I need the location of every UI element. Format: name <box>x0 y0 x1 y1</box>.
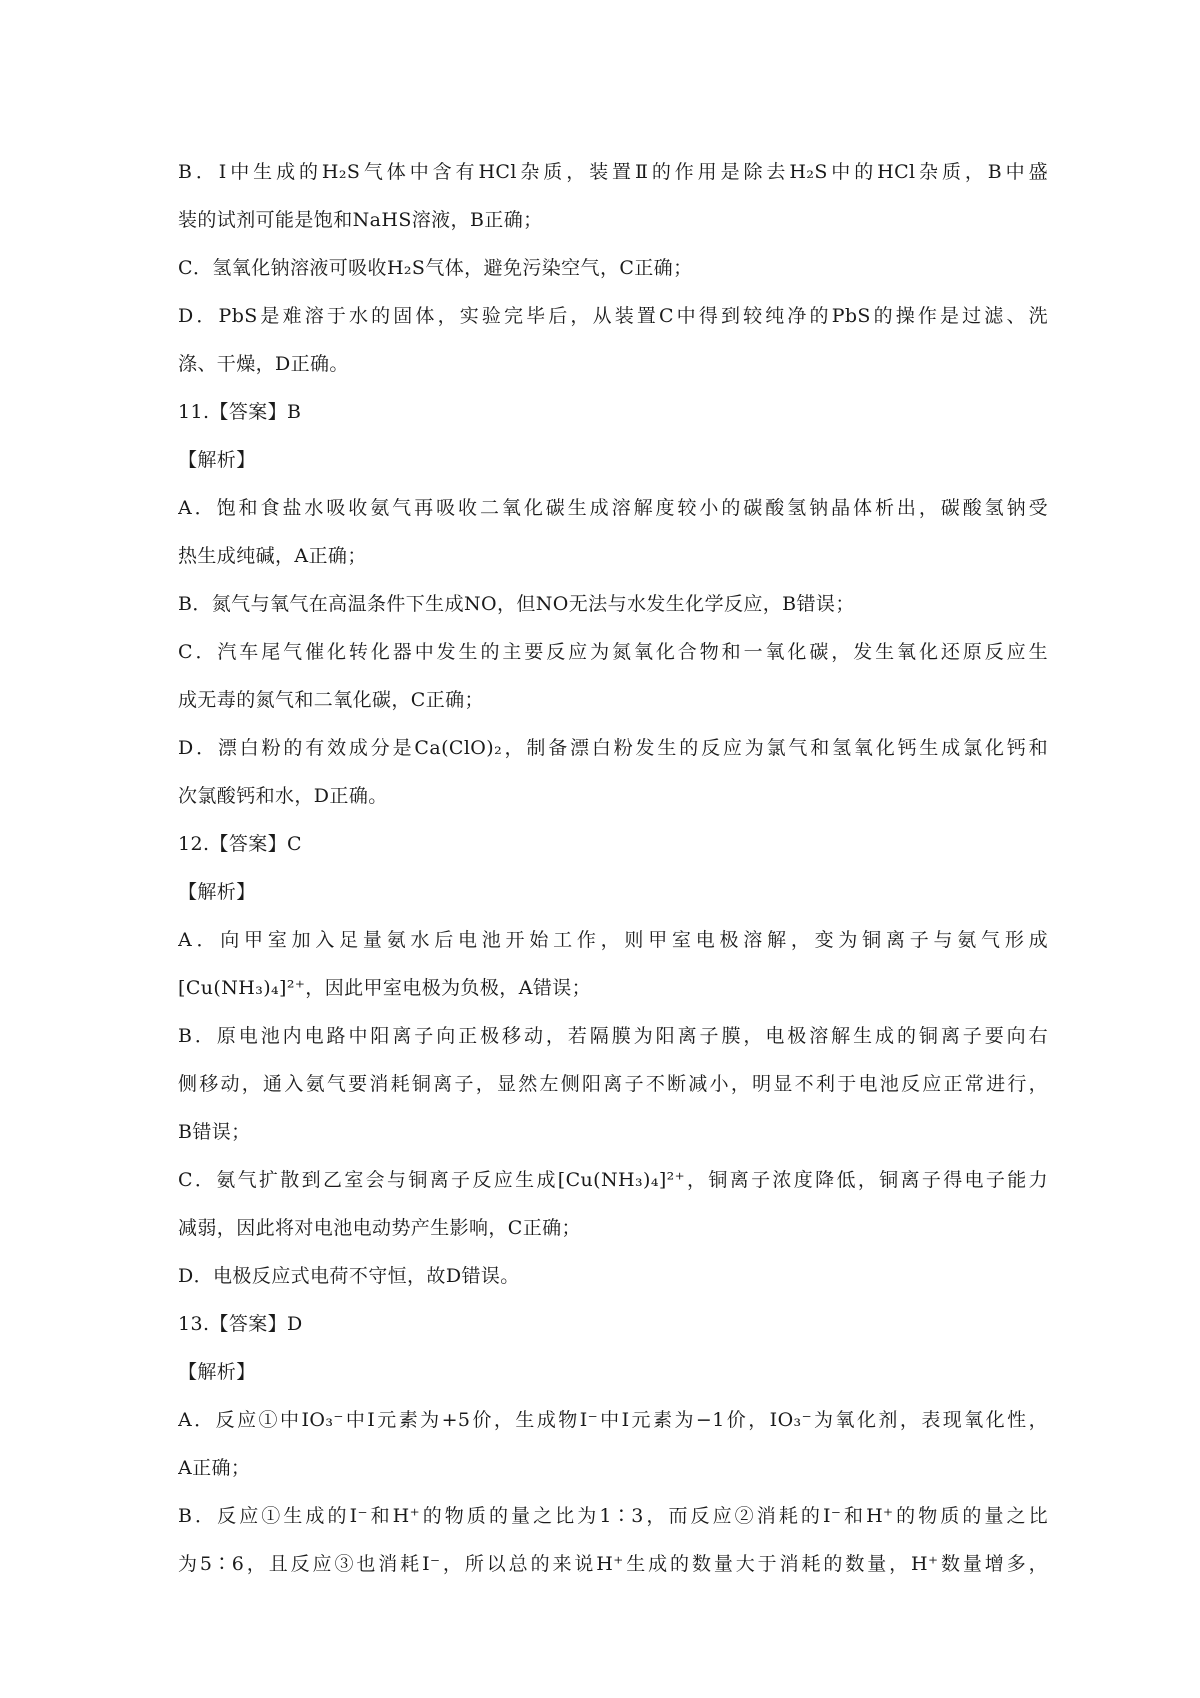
text-line: A正确； <box>178 1457 251 1479</box>
text-line: 次氯酸钙和水，D正确。 <box>178 785 388 807</box>
text-line: B．氮气与氧气在高温条件下生成NO，但NO无法与水发生化学反应，B错误； <box>178 593 855 615</box>
text-line: B．原电池内电路中阳离子向正极移动，若隔膜为阳离子膜，电极溶解生成的铜离子要向右 <box>178 1025 1048 1047</box>
text-line: 涤、干燥，D正确。 <box>178 353 349 375</box>
text-line: C．氨气扩散到乙室会与铜离子反应生成[Cu(NH₃)₄]²⁺，铜离子浓度降低，铜离子得电子能力 <box>178 1169 1048 1191</box>
answer-heading-12: 12.【答案】C <box>178 833 302 855</box>
text-line: 热生成纯碱，A正确； <box>178 545 367 567</box>
text-line: 成无毒的氮气和二氧化碳，C正确； <box>178 689 484 711</box>
text-line: D．电极反应式电荷不守恒，故D错误。 <box>178 1265 520 1287</box>
text-line: A．向甲室加入足量氨水后电池开始工作，则甲室电极溶解，变为铜离子与氨气形成 <box>178 929 1048 951</box>
text-line: 减弱，因此将对电池电动势产生影响，C正确； <box>178 1217 581 1239</box>
text-line: A．饱和食盐水吸收氨气再吸收二氧化碳生成溶解度较小的碳酸氢钠晶体析出，碳酸氢钠受 <box>178 497 1048 519</box>
text-line: 侧移动，通入氨气要消耗铜离子，显然左侧阳离子不断减小，明显不利于电池反应正常进行， <box>178 1073 1048 1095</box>
answer-heading-11: 11.【答案】B <box>178 401 302 423</box>
text-line: A．反应①中IO₃⁻中I元素为+5价，生成物I⁻中I元素为−1价，IO₃⁻为氧化剂，表现氧化性， <box>178 1409 1048 1431</box>
analysis-heading: 【解析】 <box>178 1361 256 1383</box>
text-line: D．PbS是难溶于水的固体，实验完毕后，从装置C中得到较纯净的PbS的操作是过滤、洗 <box>178 305 1048 327</box>
answer-heading-13: 13.【答案】D <box>178 1313 303 1335</box>
text-line: B错误； <box>178 1121 251 1143</box>
text-line: 为5∶6，且反应③也消耗I⁻，所以总的来说H⁺生成的数量大于消耗的数量，H⁺数量增多， <box>178 1553 1048 1575</box>
analysis-heading: 【解析】 <box>178 449 256 471</box>
text-line: C．氢氧化钠溶液可吸收H₂S气体，避免污染空气，C正确； <box>178 257 693 279</box>
text-line: C．汽车尾气催化转化器中发生的主要反应为氮氧化合物和一氧化碳，发生氧化还原反应生 <box>178 641 1048 663</box>
analysis-heading: 【解析】 <box>178 881 256 903</box>
text-line: B．Ⅰ中生成的H₂S气体中含有HCl杂质，装置Ⅱ的作用是除去H₂S中的HCl杂质，B中盛 <box>178 161 1048 183</box>
text-line: B．反应①生成的I⁻和H⁺的物质的量之比为1∶3，而反应②消耗的I⁻和H⁺的物质的量之比 <box>178 1505 1048 1527</box>
text-line: 装的试剂可能是饱和NaHS溶液，B正确； <box>178 209 543 231</box>
answer-analysis-text <box>178 160 1048 1600</box>
text-line: D．漂白粉的有效成分是Ca(ClO)₂，制备漂白粉发生的反应为氯气和氢氧化钙生成氯化钙和 <box>178 737 1048 759</box>
text-line: [Cu(NH₃)₄]²⁺，因此甲室电极为负极，A错误； <box>178 977 592 999</box>
